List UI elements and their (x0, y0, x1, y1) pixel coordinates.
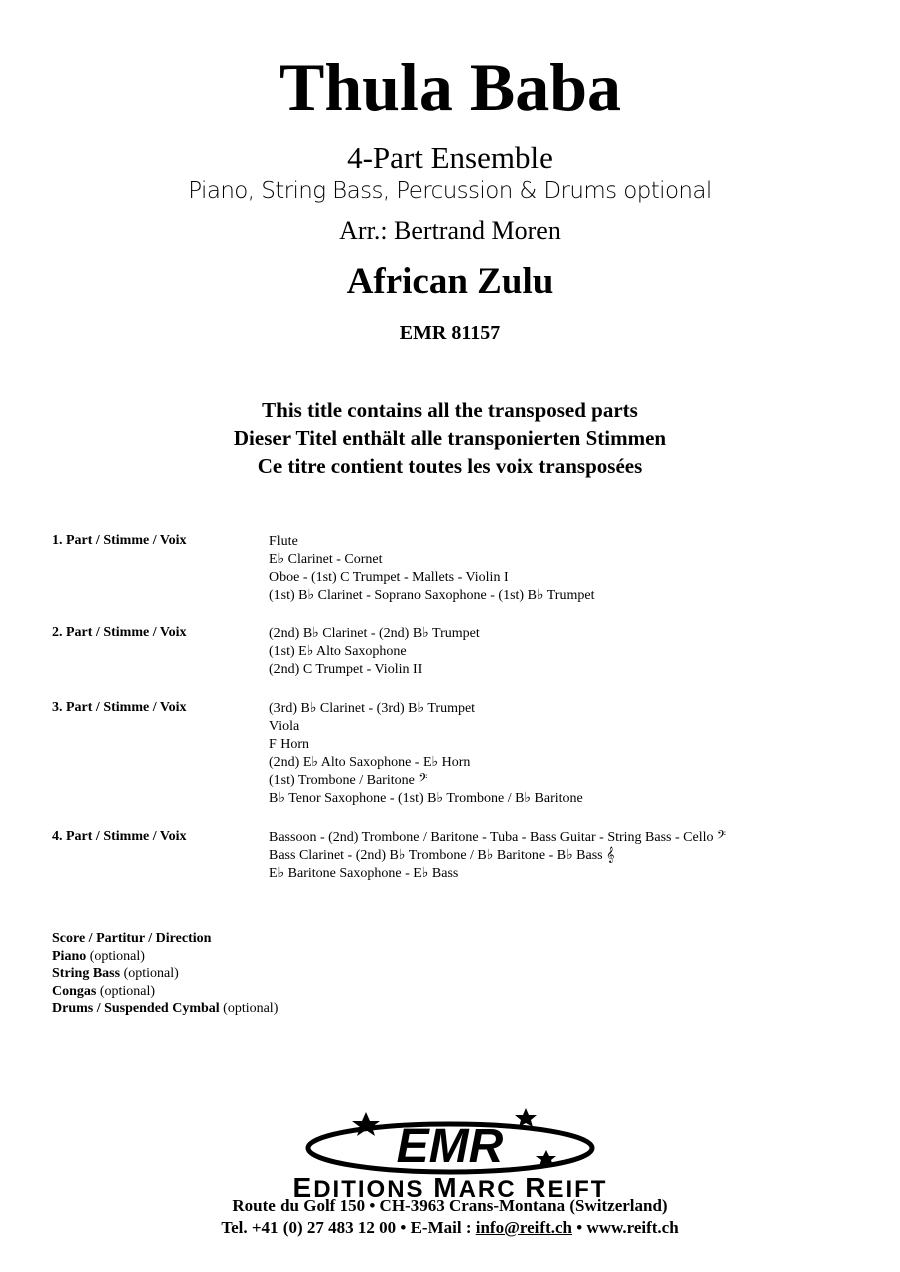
instrument-line: (2nd) B♭ Clarinet - (2nd) B♭ Trumpet (269, 626, 480, 641)
part-block (52, 700, 852, 829)
part-instruments (269, 533, 852, 605)
website-link[interactable]: www.reift.ch (586, 1218, 679, 1237)
ensemble-subtitle: 4-Part Ensemble (347, 140, 553, 175)
extra-part-name: Congas (52, 983, 97, 999)
part-instruments (269, 829, 852, 883)
part-block (52, 625, 852, 700)
score-title: Thula Baba (278, 49, 622, 125)
extra-part-name: Score / Partitur / Direction (52, 931, 212, 946)
part-label: 1. Part / Stimme / Voix (52, 533, 187, 548)
extra-part-name: String Bass (52, 966, 121, 981)
instrument-line: (1st) B♭ Clarinet - Soprano Saxophone - (1st) B♭ Trumpet (269, 588, 595, 603)
part-label: 2. Part / Stimme / Voix (52, 625, 187, 640)
phone-number: Tel. +41 (0) 27 483 12 00 (221, 1218, 397, 1237)
extra-part-name: Drums / Suspended Cymbal (52, 1001, 220, 1016)
separator: • (576, 1218, 583, 1237)
part-block (52, 533, 852, 625)
publisher-name-part: M (433, 1172, 459, 1203)
extra-part (52, 1000, 278, 1018)
part-instruments (269, 700, 852, 808)
instrument-line: E♭ Clarinet - Cornet (269, 552, 383, 567)
extra-part (52, 983, 278, 1001)
email-link[interactable]: info@reift.ch (475, 1218, 572, 1237)
instrument-line: Oboe - (1st) C Trumpet - Mallets - Violin I (269, 570, 509, 585)
part-block (52, 829, 852, 889)
extra-part-name: Piano (52, 948, 87, 964)
genre-heading: African Zulu (346, 261, 554, 302)
transposed-note-en: This title contains all the transposed parts (262, 398, 638, 422)
separator: • (400, 1218, 407, 1237)
extra-part (52, 930, 278, 948)
instrument-line: Bass Clarinet - (2nd) B♭ Trombone / B♭ Baritone - B♭ Bass 𝄞 (269, 848, 615, 863)
extra-parts-list (52, 930, 278, 1018)
extra-part (52, 965, 278, 983)
part-instruments (269, 625, 852, 679)
email-label: E-Mail : (410, 1218, 472, 1237)
instrument-line: (3rd) B♭ Clarinet - (3rd) B♭ Trumpet (269, 701, 476, 716)
instrument-line: Flute (269, 534, 298, 549)
instrument-line: (2nd) C Trumpet - Violin II (269, 662, 423, 677)
extra-part-note: (optional) (223, 1001, 279, 1016)
transposed-note-de: Dieser Titel enthält alle transponierten Stimmen (233, 426, 667, 450)
publisher-name-part: R (525, 1172, 548, 1203)
publisher-name-part: ARC (458, 1176, 526, 1203)
transposed-note-fr: Ce titre contient toutes les voix transposées (257, 454, 643, 478)
parts-list (52, 533, 852, 889)
instrument-line: B♭ Tenor Saxophone - (1st) B♭ Trombone / B♭ Baritone (269, 791, 583, 806)
instrumentation-line: Piano, String Bass, Percussion & Drums optional (188, 178, 712, 204)
instrument-line: (2nd) E♭ Alto Saxophone - E♭ Horn (269, 755, 471, 770)
instrument-line: (1st) E♭ Alto Saxophone (269, 644, 407, 659)
publisher-name-part: DITIONS (313, 1176, 434, 1203)
instrument-line: F Horn (269, 737, 310, 752)
instrument-line: (1st) Trombone / Baritone 𝄢 (269, 773, 428, 788)
instrument-line: Bassoon - (2nd) Trombone / Baritone - Tuba - Bass Guitar - String Bass - Cello 𝄢 (269, 830, 726, 845)
instrument-line: Viola (269, 719, 300, 734)
part-label: 4. Part / Stimme / Voix (52, 829, 187, 844)
publisher-address: Route du Golf 150 • CH-3963 Crans-Montana (Switzerland) (232, 1196, 668, 1215)
extra-part-note: (optional) (99, 983, 156, 999)
catalog-number: EMR 81157 (399, 322, 501, 344)
publisher-name-part: EIFT (547, 1176, 608, 1203)
instrument-line: E♭ Baritone Saxophone - E♭ Bass (269, 866, 459, 881)
part-label: 3. Part / Stimme / Voix (52, 700, 187, 715)
extra-part-note: (optional) (89, 948, 145, 964)
publisher-contact (0, 1218, 900, 1238)
extra-part-note: (optional) (123, 966, 179, 981)
extra-part (52, 948, 278, 966)
arranger-credit: Arr.: Bertrand Moren (339, 216, 561, 245)
emr-logo (300, 1108, 600, 1176)
logo-text: EMR (396, 1120, 504, 1173)
publisher-name-part: E (292, 1172, 314, 1203)
